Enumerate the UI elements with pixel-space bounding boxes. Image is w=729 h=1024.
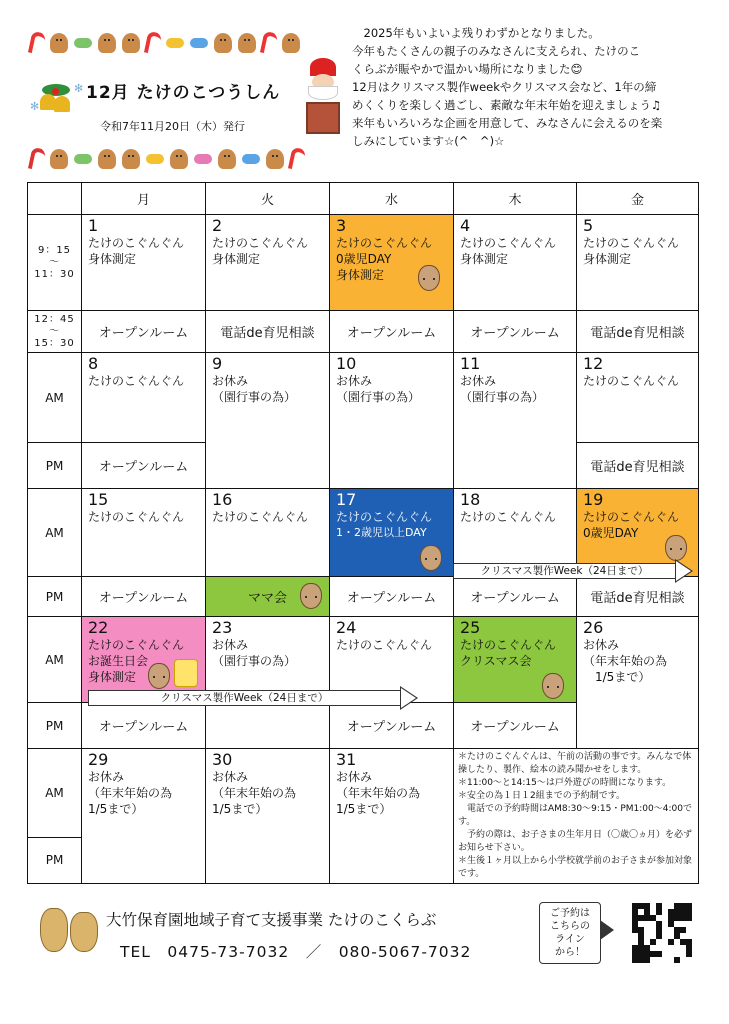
day-number: 30 [212,750,233,769]
intro-line: めくくりを楽しく過ごし、素敵な年末年始を迎えましょう♫ [352,98,662,112]
activity-label: たけのこぐんぐん [212,236,309,250]
intro-line: 今年もたくさんの親子のみなさんに支えられ、たけのこ [352,44,641,58]
weekday-mon: 月 [82,183,206,215]
closed-label: お休み [583,638,620,652]
closed-reason: 1/5まで） [336,802,392,816]
phone-numbers: TEL 0475-73-7032 ／ 080-5067-7032 [120,943,472,961]
note-line: ＊11:00～と14:15～は戸外遊びの時間になります。 [458,778,672,788]
day-number: 15 [88,490,109,509]
day-number: 11 [460,354,481,373]
closed-label: お休み [88,770,125,784]
day-number: 29 [88,750,109,769]
closed-reason: （園行事の為） [460,390,545,404]
day-cell-29 [82,749,206,884]
day-cell-5 [577,215,699,311]
time-start: 9：15 [37,244,72,256]
activity-label: たけのこぐんぐん [336,510,433,524]
gingerbread-icon [214,33,232,53]
gingerbread-icon [238,33,256,53]
day-cell-12 [577,353,699,443]
week3-pm-row [28,577,699,617]
reserve-line: から！ [555,947,585,958]
intro-message [352,24,708,150]
candy-cane-icon [28,31,46,55]
arrow-right-icon [600,920,614,940]
day-cell-11 [454,353,577,489]
xmas-week-arrow [453,561,693,581]
bamboo-shoot-icon [665,535,687,561]
weekday-tue: 火 [206,183,330,215]
activity-label: たけのこぐんぐん [88,374,185,388]
note-line: ＊安全の為１日１2組までの予約制です。 [458,791,626,801]
bamboo-shoot-icon [420,545,442,571]
santa-chimney-icon [298,58,348,136]
pm-phone-consult: 電話de育児相談 [206,311,330,353]
bamboo-shoot-icon [418,265,440,291]
pm-phone-consult: 電話de育児相談 [577,577,699,617]
header-decoration-top [30,30,350,56]
xmas-week-label: クリスマス製作Week（24日まで） [88,690,400,706]
activity-label: たけのこぐんぐん [460,510,557,524]
day-cell-3 [330,215,454,311]
activity-label: たけのこぐんぐん [88,638,185,652]
pm-open-room: オープンルーム [454,311,577,353]
closed-reason: （園行事の為） [336,390,421,404]
event-label: 1・2歳児以上DAY [336,526,427,539]
line-reservation-note [539,902,601,964]
activity-label: たけのこぐんぐん [88,236,185,250]
candy-cane-icon [260,31,278,55]
time-sep: ～ [49,325,60,337]
note-line: 電話での予約時間はAM8:30～9:15・PM1:00～4:00です。 [458,804,692,827]
pm-phone-consult: 電話de育児相談 [577,311,699,353]
weekday-wed: 水 [330,183,454,215]
candy-cane-icon [144,31,162,55]
closed-reason: （年末年始の為 [88,786,173,800]
gingerbread-icon [218,149,236,169]
closed-label: お休み [212,638,249,652]
day-number: 18 [460,490,481,509]
day-number: 24 [336,618,357,637]
activity-label: たけのこぐんぐん [583,374,680,388]
candy-icon [194,154,212,164]
event-label: 身体測定 [88,670,137,684]
time-label-pm: PM [28,703,82,749]
day-number: 31 [336,750,357,769]
mama-kai-label: ママ会 [247,591,287,606]
day-cell-4 [454,215,577,311]
event-label: 身体測定 [583,252,632,266]
day-number: 3 [336,216,347,235]
week2-am-row [28,353,699,443]
activity-label: たけのこぐんぐん [460,236,557,250]
activity-label: たけのこぐんぐん [583,236,680,250]
event-label: 身体測定 [336,268,385,282]
candy-icon [242,154,260,164]
issue-date: 令和7年11月20日（木）発行 [100,120,245,133]
activity-label: たけのこぐんぐん [336,638,433,652]
day-number: 16 [212,490,233,509]
closed-reason: （園行事の為） [212,390,297,404]
week1-am-row [28,215,699,311]
day-number: 2 [212,216,223,235]
gingerbread-icon [122,149,140,169]
pm-open-room: オープンルーム [330,311,454,353]
day-number: 1 [88,216,99,235]
xmas-week-label: クリスマス製作Week（24日まで） [453,563,675,579]
bamboo-mascot-icon [38,898,102,952]
activity-label: たけのこぐんぐん [460,638,557,652]
candy-icon [190,38,208,48]
time-label-pm: PM [28,837,82,883]
gingerbread-icon [50,149,68,169]
day-cell-8 [82,353,206,443]
week1-pm-row [28,311,699,353]
time-label-am: AM [28,749,82,838]
day-cell-30 [206,749,330,884]
day-cell-25 [454,617,577,703]
gingerbread-icon [98,149,116,169]
note-line: ＊たけのこぐんぐんは、午前の活動の事です。みんなで体操したり、製作、絵本の読み聞かせをします。 [458,752,692,775]
closed-label: お休み [336,374,373,388]
pm-open-room: オープンルーム [330,577,454,617]
day-cell-2 [206,215,330,311]
time-label-pm [28,311,82,353]
time-label-am [28,215,82,311]
notes-panel [454,749,699,884]
gingerbread-icon [266,149,284,169]
week5-am-row [28,749,699,838]
gingerbread-icon [50,33,68,53]
intro-line: 来年もいろいろな企画を用意して、みなさんに会えるのを楽 [352,116,663,130]
birthday-cake-icon [174,659,198,687]
closed-label: お休み [212,374,249,388]
weekday-fri: 金 [577,183,699,215]
weekday-thu: 木 [454,183,577,215]
day-cell-17 [330,489,454,577]
time-end: 15：30 [34,337,75,349]
calendar-table [27,182,699,884]
event-label: 身体測定 [212,252,261,266]
event-label: 身体測定 [460,252,509,266]
snowflake-icon: ✻ [74,82,84,95]
time-label-am: AM [28,353,82,443]
day-number: 19 [583,490,604,509]
pm-open-room: オープンルーム [82,443,206,489]
event-label: 0歳児DAY [583,526,639,540]
intro-line: しみにしています☆(^ ^)☆ [352,134,505,148]
event-label: 0歳児DAY [336,252,392,266]
day-number: 23 [212,618,233,637]
intro-line: くらぶが賑やかで温かい場所になりました😊 [352,62,583,76]
pm-open-room: オープンルーム [82,311,206,353]
pm-mama-kai [206,577,330,617]
closed-label: お休み [212,770,249,784]
closed-reason: （園行事の為） [212,654,297,668]
day-number: 4 [460,216,471,235]
day-number: 25 [460,618,481,637]
candy-icon [74,154,92,164]
pm-empty [206,703,330,749]
day-cell-26 [577,617,699,749]
closed-label: お休み [336,770,373,784]
day-number: 10 [336,354,357,373]
gingerbread-icon [122,33,140,53]
day-number: 8 [88,354,99,373]
reserve-line: こちらの [550,921,590,932]
header-decoration-bottom [30,146,350,172]
day-cell-10 [330,353,454,489]
event-label: お誕生日会 [88,654,149,668]
weekday-header-row [28,183,699,215]
time-sep: ～ [49,256,60,268]
time-end: 11：30 [34,268,75,280]
time-label-am: AM [28,617,82,703]
candy-icon [146,154,164,164]
candy-icon [74,38,92,48]
pm-open-room: オープンルーム [454,577,577,617]
activity-label: たけのこぐんぐん [212,510,309,524]
day-number: 22 [88,618,109,637]
reserve-line: ご予約は [550,908,590,919]
day-number: 17 [336,490,357,509]
xmas-week-arrow [88,688,418,708]
corner-cell [28,183,82,215]
activity-label: たけのこぐんぐん [583,510,680,524]
gingerbread-icon [170,149,188,169]
candy-icon [166,38,184,48]
closed-reason: 1/5まで） [212,802,268,816]
day-number: 5 [583,216,594,235]
gingerbread-icon [282,33,300,53]
day-cell-16 [206,489,330,577]
pm-open-room: オープンルーム [82,703,206,749]
pm-phone-consult: 電話de育児相談 [577,443,699,489]
closed-reason: 1/5まで） [88,802,144,816]
page-title: 12月 たけのこつうしん [86,83,281,103]
day-cell-9 [206,353,330,489]
event-label: クリスマス会 [460,654,532,668]
gingerbread-icon [98,33,116,53]
reserve-line: ライン [555,934,585,945]
note-line: ＊生後１ヶ月以上から小学校就学前のお子さまが参加対象です。 [458,856,693,879]
time-label-am: AM [28,489,82,577]
bamboo-shoot-icon [542,673,564,699]
time-start: 12：45 [34,313,75,325]
closed-reason: （年末年始の為 [583,654,668,668]
activity-label: たけのこぐんぐん [88,510,185,524]
bamboo-shoot-icon [148,663,170,689]
day-cell-31 [330,749,454,884]
snowflake-icon: ✻ [30,100,40,113]
qr-code-icon[interactable] [632,903,692,963]
intro-line: 2025年もいよいよ残りわずかとなりました。 [352,26,600,40]
organization-name: 大竹保育園地域子育て支援事業 たけのこくらぶ [106,911,437,929]
day-number: 12 [583,354,604,373]
time-label-pm: PM [28,443,82,489]
day-number: 26 [583,618,604,637]
intro-line: 12月はクリスマス製作weekやクリスマス会など、1年の締 [352,80,657,94]
closed-reason: 1/5まで） [595,670,651,684]
pm-open-room: オープンルーム [330,703,454,749]
time-label-pm: PM [28,577,82,617]
day-number: 9 [212,354,223,373]
bamboo-shoot-icon [300,583,322,609]
closed-reason: （年末年始の為 [212,786,297,800]
pm-open-room: オープンルーム [454,703,577,749]
event-label: 身体測定 [88,252,137,266]
day-cell-15 [82,489,206,577]
candy-cane-icon [288,147,306,171]
candy-cane-icon [28,147,46,171]
day-cell-1 [82,215,206,311]
closed-reason: （年末年始の為 [336,786,421,800]
closed-label: お休み [460,374,497,388]
note-line: 予約の際は、お子さまの生年月日（〇歳〇ヵ月）を必ずお知らせ下さい。 [458,830,693,853]
pm-open-room: オープンルーム [82,577,206,617]
activity-label: たけのこぐんぐん [336,236,433,250]
